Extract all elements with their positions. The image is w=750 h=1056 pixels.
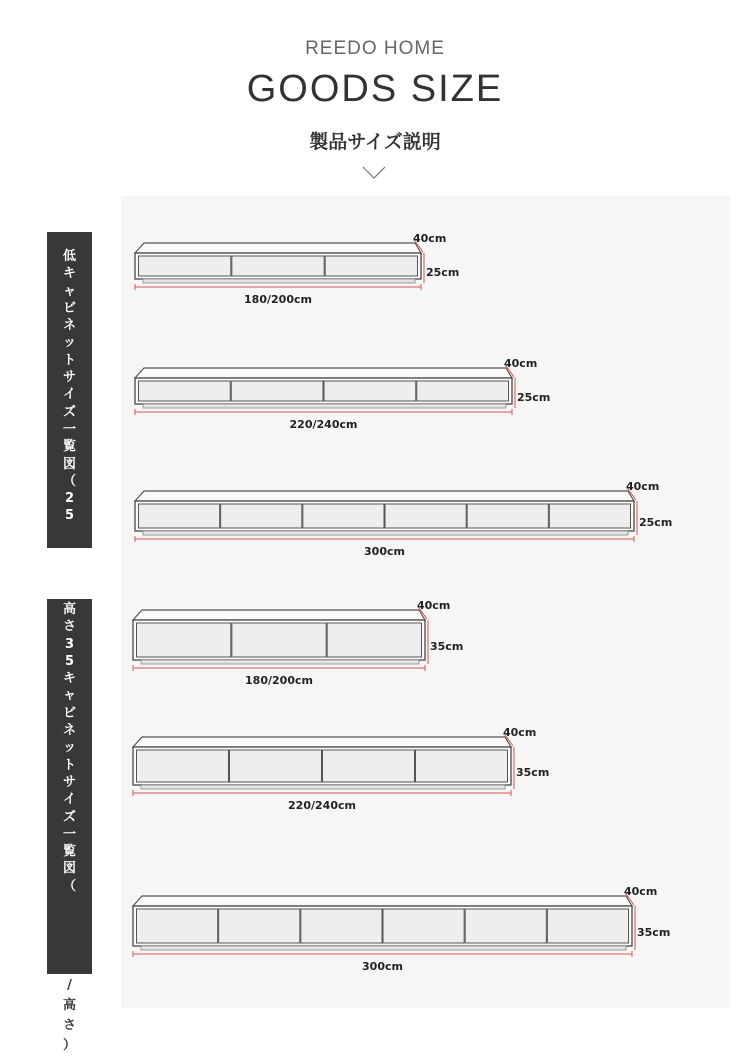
cabinet-drawer bbox=[385, 504, 466, 528]
side-label-char: ネ bbox=[62, 723, 76, 739]
cabinet-drawer bbox=[219, 909, 300, 943]
height-label: 25cm bbox=[639, 516, 673, 529]
side-label-char: イ bbox=[62, 387, 76, 403]
side-label-char: 高 bbox=[62, 998, 76, 1013]
side-label-char: ビ bbox=[62, 705, 76, 721]
cabinet-base bbox=[141, 946, 626, 950]
side-label-char: 覧 bbox=[62, 439, 76, 455]
width-label: 180/200cm bbox=[245, 674, 313, 687]
side-label-char: キ bbox=[62, 266, 76, 282]
side-label-char: / bbox=[67, 978, 72, 993]
depth-label: 40cm bbox=[626, 480, 660, 493]
side-label-char: ッ bbox=[62, 335, 76, 351]
side-label-char: サ bbox=[62, 370, 76, 386]
cabinet-drawer bbox=[465, 909, 546, 943]
side-label-char: ） bbox=[62, 1038, 76, 1053]
side-label-char: 高 bbox=[62, 602, 76, 617]
cabinet-top bbox=[133, 610, 425, 620]
side-label-char: サ bbox=[62, 774, 76, 790]
cabinet-drawer bbox=[137, 750, 229, 782]
cabinet-drawer bbox=[416, 750, 508, 782]
cabinet-base bbox=[141, 660, 419, 664]
cabinet-drawer bbox=[327, 623, 421, 657]
cabinet-top bbox=[135, 491, 634, 501]
cabinet-drawer bbox=[303, 504, 384, 528]
depth-label: 40cm bbox=[503, 726, 537, 739]
side-label-char: 2 bbox=[64, 491, 75, 507]
side-label-char: さ bbox=[62, 619, 76, 635]
cabinet-top bbox=[135, 243, 421, 253]
side-label-char: （ bbox=[62, 473, 76, 489]
width-label: 300cm bbox=[364, 545, 405, 558]
side-label-char: 3 bbox=[64, 636, 75, 652]
side-label-char: 図 bbox=[62, 861, 76, 877]
width-label: 220/240cm bbox=[288, 799, 356, 812]
width-label: 300cm bbox=[362, 960, 403, 973]
cabinet-drawer bbox=[139, 256, 231, 276]
page-title: GOODS SIZE bbox=[246, 68, 504, 110]
side-label-char: 一 bbox=[62, 826, 76, 842]
side-label-char: ト bbox=[62, 352, 76, 368]
brand-name: REEDO HOME bbox=[305, 38, 445, 59]
cabinet-drawer bbox=[547, 909, 628, 943]
cabinet-drawer bbox=[417, 381, 509, 401]
side-label-char: ャ bbox=[62, 283, 76, 299]
depth-label: 40cm bbox=[504, 357, 538, 370]
cabinet-top bbox=[135, 368, 512, 378]
height-label: 35cm bbox=[637, 926, 671, 939]
cabinet-drawer bbox=[324, 381, 416, 401]
height-label: 25cm bbox=[426, 266, 460, 279]
cabinet-base bbox=[143, 404, 506, 408]
cabinet-drawer bbox=[232, 623, 326, 657]
width-label: 180/200cm bbox=[244, 293, 312, 306]
side-label-char: 5 bbox=[64, 508, 75, 524]
cabinet-drawer bbox=[221, 504, 302, 528]
side-label-char: 低 bbox=[62, 249, 76, 264]
side-label-char: ャ bbox=[62, 688, 76, 704]
height-label: 35cm bbox=[430, 640, 464, 653]
cabinet-drawer bbox=[137, 909, 218, 943]
side-label-char: 5 bbox=[64, 653, 75, 669]
page-subtitle: 製品サイズ説明 bbox=[309, 131, 441, 153]
side-label-char: 一 bbox=[62, 421, 76, 437]
cabinet-top bbox=[133, 896, 632, 906]
cabinet-drawer bbox=[301, 909, 382, 943]
side-label-char: 覧 bbox=[62, 844, 76, 860]
cabinet-drawer bbox=[232, 256, 324, 276]
cabinet-drawer bbox=[467, 504, 548, 528]
side-label-char: ネ bbox=[62, 318, 76, 334]
cabinet-drawer bbox=[383, 909, 464, 943]
cabinet-drawer bbox=[231, 381, 323, 401]
height-label: 25cm bbox=[517, 391, 551, 404]
cabinet-drawer bbox=[139, 504, 220, 528]
depth-label: 40cm bbox=[413, 232, 447, 245]
cabinet-drawer bbox=[139, 381, 231, 401]
depth-label: 40cm bbox=[624, 885, 658, 898]
cabinet-base bbox=[143, 531, 628, 535]
cabinet-drawer bbox=[549, 504, 630, 528]
cabinet-base bbox=[143, 279, 415, 283]
side-label-char: （ bbox=[62, 878, 76, 894]
side-label-char: ッ bbox=[62, 740, 76, 756]
side-label-char: キ bbox=[62, 671, 76, 687]
side-label-char: ズ bbox=[62, 809, 76, 825]
height-label: 35cm bbox=[516, 766, 550, 779]
depth-label: 40cm bbox=[417, 599, 451, 612]
side-label-char: 図 bbox=[62, 456, 76, 472]
width-label: 220/240cm bbox=[289, 418, 358, 431]
cabinet-drawer bbox=[230, 750, 322, 782]
cabinet-drawer bbox=[325, 256, 417, 276]
side-label-char: ト bbox=[62, 757, 76, 773]
cabinet-drawer bbox=[323, 750, 415, 782]
cabinet-drawer bbox=[137, 623, 231, 657]
cabinet-base bbox=[141, 785, 505, 789]
cabinet-top bbox=[133, 737, 511, 747]
side-label-char: イ bbox=[62, 792, 76, 808]
side-label-char: ズ bbox=[62, 404, 76, 420]
side-label-char: ビ bbox=[62, 300, 76, 316]
side-label-char: さ bbox=[62, 1018, 76, 1033]
